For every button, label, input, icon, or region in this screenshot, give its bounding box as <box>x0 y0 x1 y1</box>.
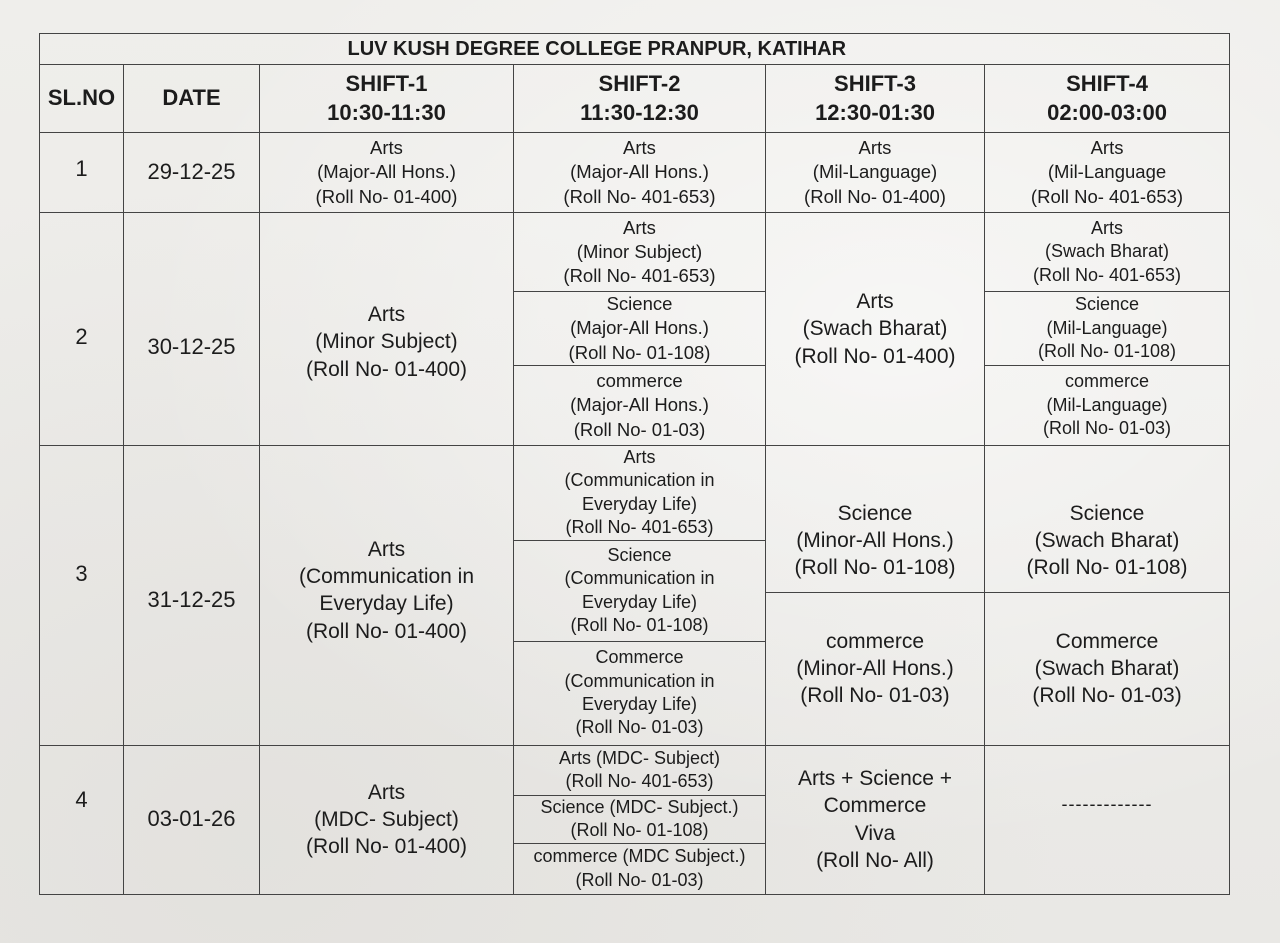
roll-range: (Roll No- 01-400) <box>305 619 468 643</box>
roll-range: (Roll No- 401-653) <box>1032 264 1182 285</box>
stream-subject: Arts (MDC- Subject) <box>558 747 720 768</box>
roll-range: (Roll No- 01-400) <box>305 357 468 381</box>
table-row <box>40 213 1230 292</box>
subject: Everyday Life) <box>319 592 454 616</box>
row-3-sl: 3 <box>40 446 124 746</box>
row-1-shift-1 <box>260 133 514 213</box>
roll-range: (Roll No- All) <box>816 848 934 872</box>
subject: (Communication in <box>564 470 715 491</box>
stream: Commerce <box>1055 629 1159 653</box>
stream: Science <box>606 293 673 315</box>
row-2-shift-3 <box>766 213 985 446</box>
subject: (Major-All Hons.) <box>570 161 709 183</box>
row-2-shift-4-arts <box>985 213 1230 292</box>
subject: (Major-All Hons.) <box>317 161 456 183</box>
roll-range: (Roll No- 401-653) <box>1030 185 1184 207</box>
roll-range: (Roll No- 01-03) <box>575 869 704 890</box>
roll-range: (Roll No- 401-653) <box>563 185 716 207</box>
college-title: LUV KUSH DEGREE COLLEGE PRANPUR, KATIHAR <box>260 34 1230 65</box>
stream: Arts <box>1090 137 1124 159</box>
subject: (Minor Subject) <box>576 240 703 262</box>
table-row <box>40 133 1230 213</box>
row-2-date: 30-12-25 <box>124 213 260 446</box>
row-1-shift-3 <box>766 133 985 213</box>
subject: (MDC- Subject) <box>314 807 459 831</box>
row-2-shift-4-science <box>985 292 1230 366</box>
row-1-shift-2 <box>514 133 766 213</box>
header-shift-2 <box>514 65 766 133</box>
stream: Arts <box>367 303 406 327</box>
roll-range: (Roll No- 01-03) <box>1032 684 1182 708</box>
roll-range: (Roll No- 01-400) <box>794 344 956 368</box>
shift-2-time: 11:30-12:30 <box>580 99 699 125</box>
subject: (Mil-Language) <box>812 161 938 183</box>
header-shift-1 <box>260 65 514 133</box>
roll-range: (Roll No- 401-653) <box>565 517 714 538</box>
stream: Arts + Science + <box>797 766 953 790</box>
subject: Viva <box>854 821 896 845</box>
row-1-sl: 1 <box>40 133 124 213</box>
roll-range: (Roll No- 401-653) <box>563 265 716 287</box>
stream: Arts <box>858 137 892 159</box>
subject: Everyday Life) <box>581 591 698 612</box>
title-blank <box>40 34 260 65</box>
row-2-shift-2-arts <box>514 213 766 292</box>
row-2-sl: 2 <box>40 213 124 446</box>
subject: (Minor Subject) <box>315 330 458 354</box>
stream: Science <box>837 501 913 525</box>
row-3-shift-1 <box>260 446 514 746</box>
row-4-date: 03-01-26 <box>124 745 260 894</box>
subject: (Communication in <box>298 564 475 588</box>
stream: commerce <box>825 629 925 653</box>
stream: Arts <box>1091 217 1124 238</box>
stream: Arts <box>623 216 656 238</box>
stream: Arts <box>370 137 403 159</box>
stream: Commerce <box>595 647 684 668</box>
roll-range: (Roll No- 01-108) <box>1026 556 1188 580</box>
row-2-shift-4-commerce <box>985 366 1230 446</box>
row-3-shift-3-commerce <box>766 592 985 745</box>
roll-range: (Roll No- 01-400) <box>804 185 946 207</box>
stream: commerce <box>1065 371 1150 392</box>
roll-range: (Roll No- 01-108) <box>568 341 711 363</box>
shift-3-name: SHIFT-3 <box>834 70 916 96</box>
stream: Commerce <box>823 794 927 818</box>
subject: Everyday Life) <box>581 493 698 514</box>
row-2-shift-1 <box>260 213 514 446</box>
roll-range: (Roll No- 01-03) <box>573 418 706 440</box>
exam-schedule-table <box>39 33 1230 895</box>
stream: commerce <box>596 370 683 392</box>
shift-1-name: SHIFT-1 <box>345 70 428 96</box>
stream: Arts <box>623 137 656 159</box>
shift-1-time: 10:30-11:30 <box>327 99 446 125</box>
shift-2-name: SHIFT-2 <box>598 70 681 96</box>
stream-subject: Science (MDC- Subject.) <box>540 796 739 817</box>
stream-subject: commerce (MDC Subject.) <box>533 846 746 867</box>
row-1-date: 29-12-25 <box>124 133 260 213</box>
roll-range: (Roll No- 01-03) <box>800 684 950 708</box>
roll-range: (Roll No- 01-400) <box>315 185 458 207</box>
subject: (Mil-Language) <box>1046 317 1168 338</box>
roll-range: (Roll No- 01-108) <box>794 556 956 580</box>
table-row <box>40 446 1230 541</box>
row-2-shift-2-commerce <box>514 366 766 446</box>
header-date: DATE <box>124 65 260 133</box>
shift-4-time: 02:00-03:00 <box>1047 99 1167 125</box>
stream: Science <box>1075 294 1140 315</box>
roll-range: (Roll No- 01-108) <box>570 614 709 635</box>
row-3-shift-2-commerce <box>514 641 766 745</box>
row-3-shift-3-science <box>766 446 985 593</box>
header-shift-4 <box>985 65 1230 133</box>
row-3-date: 31-12-25 <box>124 446 260 746</box>
subject: Everyday Life) <box>581 694 698 715</box>
subject: (Minor-All Hons.) <box>796 529 954 553</box>
subject: (Mil-Language <box>1047 161 1167 183</box>
stream: Arts <box>367 780 406 804</box>
roll-range: (Roll No- 01-400) <box>305 835 468 859</box>
table-row <box>40 745 1230 795</box>
subject: (Minor-All Hons.) <box>796 656 954 680</box>
row-4-shift-2-science <box>514 795 766 843</box>
stream: Science <box>607 544 672 565</box>
stream: Arts <box>623 447 656 467</box>
subject: (Swach Bharat) <box>1044 241 1170 262</box>
roll-range: (Roll No- 401-653) <box>565 771 714 792</box>
subject: (Communication in <box>564 670 715 691</box>
subject: (Mil-Language) <box>1046 394 1168 415</box>
subject: (Major-All Hons.) <box>570 317 709 339</box>
row-4-shift-4-empty: ------------- <box>985 745 1230 894</box>
roll-range: (Roll No- 01-03) <box>1043 418 1172 439</box>
subject: (Swach Bharat) <box>1034 656 1180 680</box>
header-shift-3 <box>766 65 985 133</box>
row-4-shift-1 <box>260 745 514 894</box>
subject: (Swach Bharat) <box>802 317 948 341</box>
row-3-shift-2-science <box>514 540 766 641</box>
stream: Arts <box>856 290 894 314</box>
shift-4-name: SHIFT-4 <box>1066 70 1148 96</box>
roll-range: (Roll No- 01-108) <box>570 820 709 841</box>
row-4-shift-3 <box>766 745 985 894</box>
row-4-shift-2-commerce <box>514 843 766 894</box>
header-sl-no: SL.NO <box>40 65 124 133</box>
stream: Science <box>1069 501 1145 525</box>
row-3-shift-4-science <box>985 446 1230 593</box>
subject: (Communication in <box>564 568 715 589</box>
row-2-shift-2-science <box>514 292 766 366</box>
roll-range: (Roll No- 01-03) <box>575 717 704 738</box>
roll-range: (Roll No- 01-108) <box>1037 341 1177 362</box>
row-4-sl: 4 <box>40 745 124 894</box>
row-4-shift-2-arts <box>514 745 766 795</box>
row-3-shift-2-arts <box>514 446 766 541</box>
subject: (Major-All Hons.) <box>570 394 709 416</box>
subject: (Swach Bharat) <box>1034 529 1180 553</box>
row-1-shift-4 <box>985 133 1230 213</box>
shift-3-time: 12:30-01:30 <box>815 99 935 125</box>
stream: Arts <box>367 537 406 561</box>
row-3-shift-4-commerce <box>985 592 1230 745</box>
